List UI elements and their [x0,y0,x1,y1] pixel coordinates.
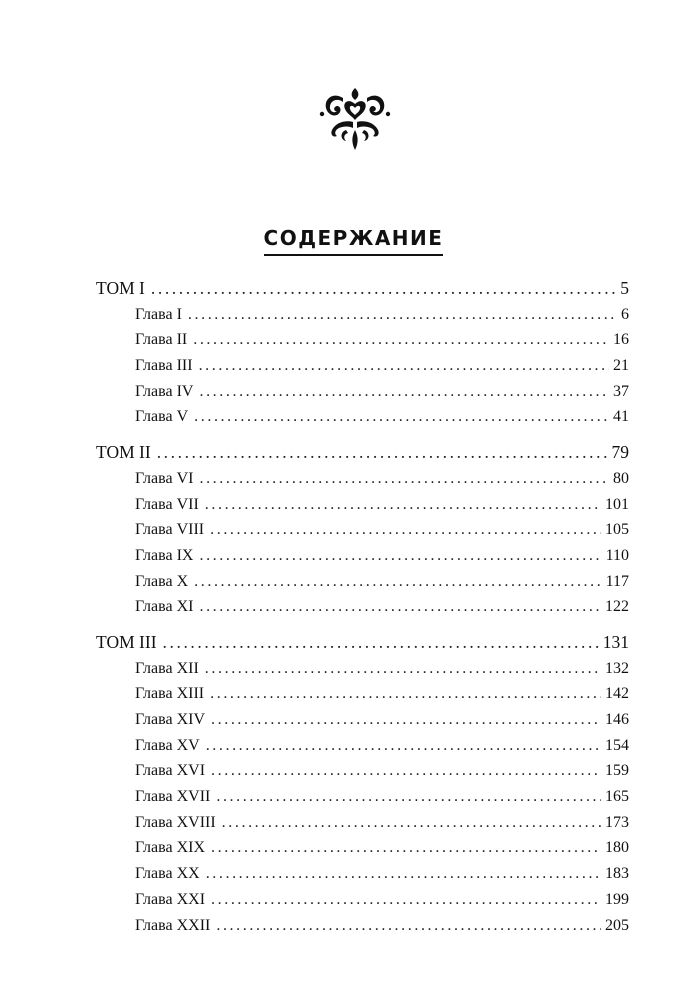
page-number: 16 [613,331,629,349]
toc-entry-volume[interactable] [0,630,687,656]
page-number: 101 [605,495,629,513]
toc-entry-chapter[interactable] [0,913,687,939]
page-number: 132 [605,659,629,677]
chapter-label: Глава XII [135,659,199,677]
toc-entry-chapter[interactable] [0,404,687,430]
dot-leader [199,353,609,379]
volume-label: ТОМ I [96,278,145,298]
dot-leader [211,887,601,913]
toc-entry-chapter[interactable] [0,517,687,543]
toc-entry-chapter[interactable] [0,681,687,707]
dot-leader [194,404,609,430]
chapter-label: Глава XI [135,598,194,616]
chapter-label: Глава XVI [135,762,206,780]
dot-leader [210,681,601,707]
chapter-label: Глава VII [135,495,199,513]
toc-entry-chapter[interactable] [0,733,687,759]
toc-entry-chapter[interactable] [0,707,687,733]
toc-entry-chapter[interactable] [0,810,687,836]
chapter-label: Глава XV [135,736,200,754]
dot-leader [216,784,601,810]
floral-ornament-icon [318,86,392,152]
dot-leader [193,327,609,353]
toc-entry-volume[interactable] [0,276,687,302]
toc-entry-chapter[interactable] [0,379,687,405]
toc-entry-chapter[interactable] [0,543,687,569]
page-number: 6 [621,305,629,323]
page-number: 165 [605,788,629,806]
dot-leader [199,379,609,405]
toc-entry-chapter[interactable] [0,594,687,620]
toc-entry-chapter[interactable] [0,784,687,810]
chapter-label: Глава XVII [135,788,211,806]
volume-group [0,630,687,938]
volume-group [0,276,687,430]
toc-entry-chapter[interactable] [0,861,687,887]
dot-leader [188,302,617,328]
page-number: 159 [605,762,629,780]
dot-leader [211,707,601,733]
chapter-label: Глава X [135,572,189,590]
dot-leader [222,810,601,836]
dot-leader [211,835,601,861]
page-number: 110 [605,546,629,564]
toc-entry-volume[interactable] [0,440,687,466]
toc-entry-chapter[interactable] [0,302,687,328]
page-number: 131 [602,631,629,652]
page-number: 173 [605,813,629,831]
page-number: 122 [605,598,629,616]
contents-heading-wrap [0,226,687,256]
chapter-label: Глава XXI [135,890,206,908]
page-number: 5 [620,278,629,298]
page-number: 180 [605,839,629,857]
chapter-label: Глава XIX [135,839,206,857]
page-number: 41 [613,408,629,426]
page-number: 105 [605,521,629,539]
chapter-label: Глава VIII [135,521,205,539]
toc-entry-chapter[interactable] [0,569,687,595]
toc-entry-chapter[interactable] [0,492,687,518]
dot-leader [206,733,601,759]
toc-entry-chapter[interactable] [0,656,687,682]
chapter-label: Глава XIII [135,685,205,703]
page-number: 79 [611,442,629,463]
contents-heading: СОДЕРЖАНИЕ [264,226,444,256]
dot-leader [157,440,608,466]
page-number: 205 [605,916,629,934]
chapter-label: Глава II [135,331,188,349]
toc-entry-chapter[interactable] [0,758,687,784]
chapter-label: Глава III [135,357,193,375]
page-number: 199 [605,890,629,908]
volume-group [0,440,687,620]
page-number: 80 [613,469,629,487]
page-number: 146 [605,711,629,728]
volume-label: ТОМ II [96,442,151,463]
page-number: 183 [605,865,629,883]
chapter-label: Глава IV [135,382,194,400]
chapter-label: Глава XVIII [135,813,216,831]
dot-leader [199,466,609,492]
dot-leader [205,656,601,682]
dot-leader [199,543,601,569]
page-number: 117 [605,572,629,590]
volume-label: ТОМ III [96,631,157,652]
dot-leader [163,630,599,656]
chapter-label: Глава VI [135,469,194,487]
chapter-label: Глава XIV [135,711,206,728]
table-of-contents [0,276,687,948]
chapter-label: Глава XXII [135,916,211,934]
dot-leader [211,758,601,784]
chapter-label: Глава V [135,408,189,426]
dot-leader [151,276,616,302]
dot-leader [210,517,601,543]
dot-leader [199,594,601,620]
dot-leader [216,913,601,939]
toc-entry-chapter[interactable] [0,466,687,492]
dot-leader [205,492,601,518]
toc-entry-chapter[interactable] [0,887,687,913]
toc-entry-chapter[interactable] [0,327,687,353]
page-number: 37 [613,382,629,400]
toc-entry-chapter[interactable] [0,835,687,861]
dot-leader [194,569,601,595]
page-number: 21 [613,357,629,375]
dot-leader [206,861,601,887]
page-number: 142 [605,685,629,703]
toc-entry-chapter[interactable] [0,353,687,379]
chapter-label: Глава IX [135,546,194,564]
chapter-label: Глава XX [135,865,200,883]
page-number: 154 [605,736,629,754]
chapter-label: Глава I [135,305,182,323]
